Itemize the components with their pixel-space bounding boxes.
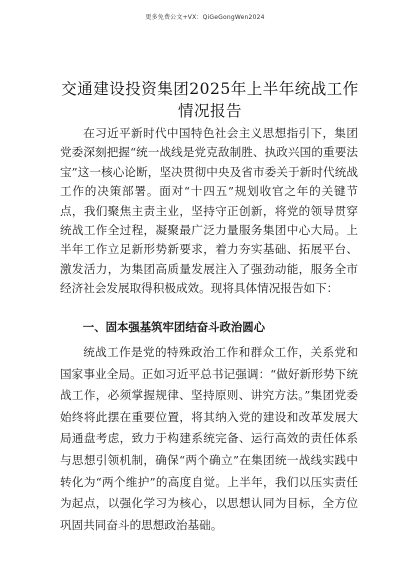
intro-paragraph: 在习近平新时代中国特色社会主义思想指引下，集团党委深刻把握“统一战线是党克敌制胜、执政兴国的重要法宝”这一核心论断，坚决贯彻中央及省市委关于新时代统战工作的决策部署。面对“十四五”规划收官之年的关键节点，我们聚焦主责主业，坚持守正创新，将党的领导贯穿统战工作全过程，凝聚最广泛力量服务集团中心大局。上半年工作立足新形势新要求，着力夯实基础、拓展平台、激发活力，为集团高质量发展注入了强劲动能，服务全市经济社会发展取得积极成效。现将具体情况报告如下： — [60, 126, 358, 296]
document-title: 交通建设投资集团2025年上半年统战工作情况报告 — [61, 80, 359, 120]
section-1-paragraph: 统战工作是党的特殊政治工作和群众工作，关系党和国家事业全局。正如习近平总书记强调：“做好新形势下统战工作，必须掌握规律、坚持原则、讲究方法。”集团党委始终将此摆在重要位置，将其纳入党的建设和改革发展大局通盘考虑，致力于构建系统完备、运行高效的责任体系与思想引领机制，确保“两个确立”在集团统一战线实践中转化为“两个维护”的高度自觉。上半年，我们以压实责任为起点，以强化学习为核心，以思想认同为目标，全方位巩固共同奋斗的思想政治基础。 — [60, 345, 358, 532]
section-heading-1: 一、固本强基筑牢团结奋斗政治圆心 — [82, 320, 266, 334]
header-watermark: 更多免费公文+VX：QiGeGongWen2024 — [145, 14, 265, 21]
